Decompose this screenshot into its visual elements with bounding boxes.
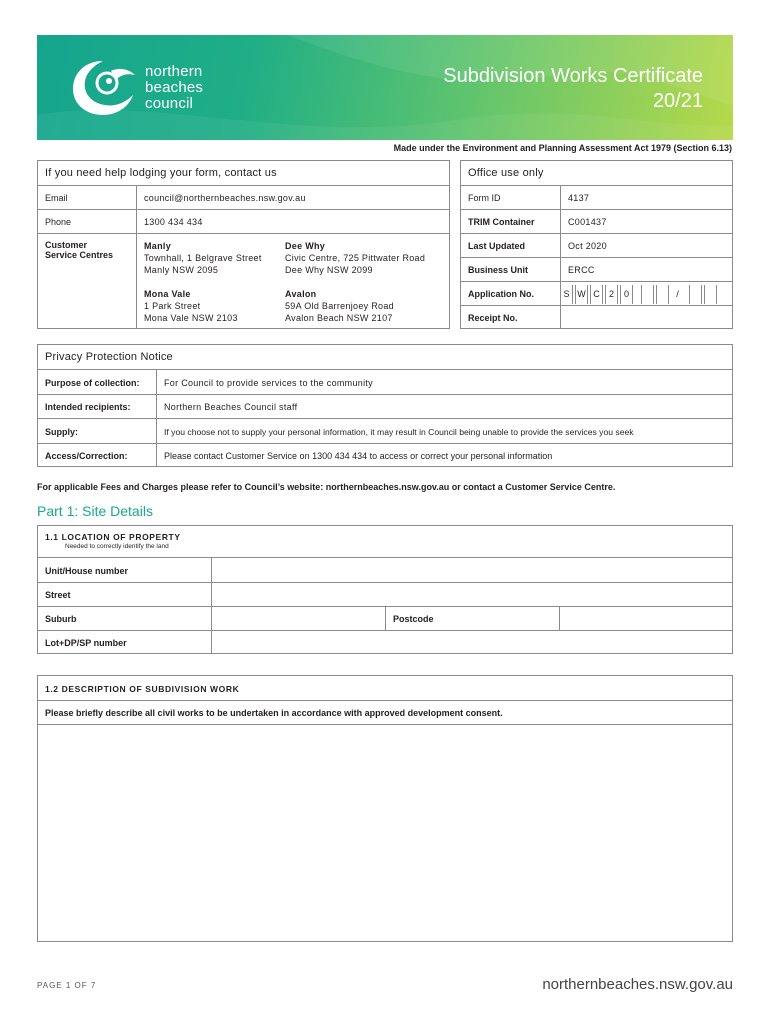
location-heading: 1.1 LOCATION OF PROPERTY [45,532,181,542]
centre-name: Manly [144,241,172,251]
lot-row [38,630,732,654]
business-unit-value: ERCC [568,265,595,275]
centre-address-line-2: Manly NSW 2095 [144,265,219,275]
privacy-row-label: Access/Correction: [45,451,128,461]
updated-label: Last Updated [468,241,526,251]
centre-name: Avalon [285,289,317,299]
application-row [461,281,732,305]
centres-label-line-2: Service Centres [45,250,114,260]
header-banner [37,35,733,140]
centre-address-line-1: 59A Old Barrenjoey Road [285,301,394,311]
office-use-box [460,160,733,329]
centre-name: Dee Why [285,241,326,251]
centre-address-line-1: Townhall, 1 Belgrave Street [144,253,262,263]
centre-manly [144,240,262,276]
part-1-title: Part 1: Site Details [37,503,153,519]
application-separator: / [676,289,679,299]
privacy-row [38,443,732,467]
logo-line-3: council [145,95,194,112]
centre-address-line-2: Dee Why NSW 2099 [285,265,373,275]
location-of-property-box [37,525,733,654]
contact-phone-row [38,209,449,233]
description-of-work-box [37,675,733,942]
centres-label [45,240,113,260]
updated-row [461,233,732,257]
application-char-box[interactable]: W [575,285,588,304]
suburb-label: Suburb [45,614,77,624]
privacy-row-label: Supply: [45,427,78,437]
form-title [443,64,703,114]
privacy-row [38,369,732,394]
location-heading-group [45,532,181,550]
receipt-label: Receipt No. [468,313,518,323]
trim-label: TRIM Container [468,217,535,227]
location-subheading: Needed to correctly identify the land [65,543,169,550]
contact-heading: If you need help lodging your form, contact us [45,167,277,179]
centre-address-line-2: Avalon Beach NSW 2107 [285,313,393,323]
centre-avalon [285,288,394,324]
privacy-row-value: Please contact Customer Service on 1300 434 434 to access or correct your personal information [164,451,553,461]
centre-address-line-1: Civic Centre, 725 Pittwater Road [285,253,426,263]
centre-address-line-1: 1 Park Street [144,301,201,311]
form-id-value: 4137 [568,193,590,203]
logo-line-1: northern [145,63,203,80]
legislation-subtitle: Made under the Environment and Planning Assessment Act 1979 (Section 6.13) [393,143,732,153]
privacy-row-value: Northern Beaches Council staff [164,402,298,412]
application-char-box[interactable] [704,285,717,304]
street-input[interactable] [212,583,732,606]
description-textarea[interactable] [38,724,732,941]
centre-dee-why [285,240,425,276]
unit-label: Unit/House number [45,566,129,576]
lot-label: Lot+DP/SP number [45,638,127,648]
centre-mona-vale [144,288,238,324]
business-unit-label: Business Unit [468,265,529,275]
council-logo-text [145,64,203,112]
privacy-heading: Privacy Protection Notice [45,351,173,363]
footer-website: northernbeaches.nsw.gov.au [542,976,733,993]
page-number: PAGE 1 OF 7 [37,981,97,990]
privacy-row-label: Purpose of collection: [45,378,140,388]
phone-label: Phone [45,217,72,227]
unit-input[interactable] [212,558,732,582]
council-logo-icon [67,57,139,119]
application-char-box[interactable] [656,285,669,304]
phone-value: 1300 434 434 [144,217,203,227]
application-char-box[interactable]: 2 [605,285,618,304]
description-instruction-row [38,700,732,724]
application-char-box[interactable]: S [560,285,573,304]
centre-name: Mona Vale [144,289,191,299]
form-id-label: Form ID [468,193,501,203]
receipt-row [461,305,732,329]
privacy-row-label: Intended recipients: [45,402,131,412]
privacy-row [38,394,732,418]
form-title-line-1: Subdivision Works Certificate [443,65,703,87]
application-char-box[interactable]: 0 [620,285,633,304]
fees-note: For applicable Fees and Charges please refer to Council’s website: northernbeaches.nsw.gov.au or contact a Customer Service Centre. [37,482,616,492]
contact-centres-row [38,233,449,329]
application-char-box[interactable] [641,285,654,304]
postcode-label: Postcode [393,614,434,624]
description-instruction: Please briefly describe all civil works to be undertaken in accordance with approved development consent. [45,708,503,718]
description-heading: 1.2 DESCRIPTION OF SUBDIVISION WORK [45,684,240,694]
centre-address-line-2: Mona Vale NSW 2103 [144,313,238,323]
updated-value: Oct 2020 [568,241,607,251]
street-label: Street [45,590,71,600]
contact-box [37,160,450,329]
suburb-input[interactable] [212,607,385,630]
office-heading: Office use only [468,167,544,179]
application-char-box[interactable] [689,285,702,304]
logo-line-2: beaches [145,79,204,96]
business-unit-row [461,257,732,281]
postcode-input[interactable] [560,607,732,630]
street-row [38,582,732,606]
application-label: Application No. [468,289,534,299]
application-char-box[interactable]: C [590,285,603,304]
form-title-line-2: 20/21 [652,90,703,112]
suburb-row [38,606,732,630]
contact-email-row [38,185,449,209]
unit-row [38,557,732,582]
privacy-row-value: For Council to provide services to the community [164,378,373,388]
email-label: Email [45,193,68,203]
lot-input[interactable] [212,631,732,654]
trim-row [461,209,732,233]
centres-label-line-1: Customer [45,240,88,250]
privacy-row [38,418,732,443]
privacy-notice-box [37,344,733,467]
form-id-row [461,185,732,209]
trim-value: C001437 [568,217,607,227]
privacy-row-value: If you choose not to supply your personal information, it may result in Council being unable to provide the services you seek [164,427,634,437]
email-value: council@northernbeaches.nsw.gov.au [144,193,306,203]
